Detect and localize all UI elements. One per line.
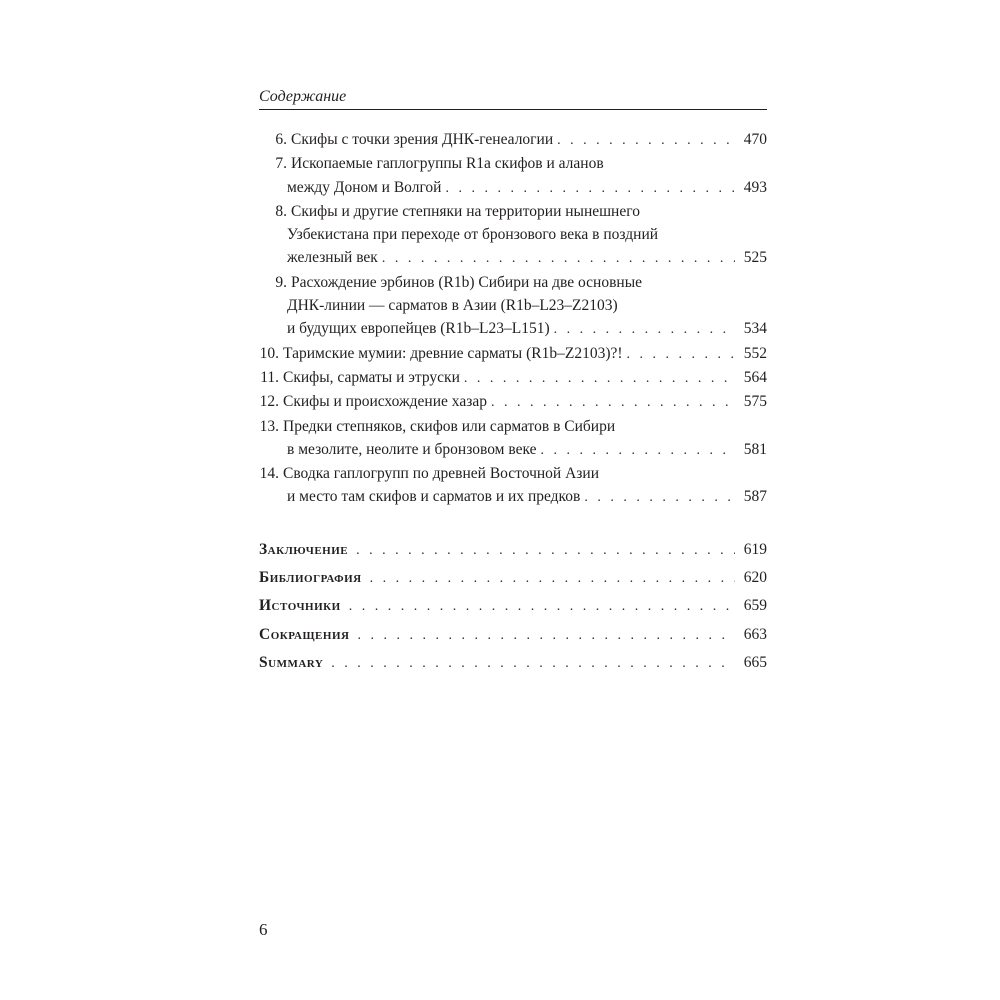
toc-section-page: 663 xyxy=(743,625,767,643)
toc-entry-12[interactable] xyxy=(259,390,767,414)
leader-dots xyxy=(540,439,735,462)
toc-entry-title-continued: и будущих европейцев (R1b–L23–L151) xyxy=(287,320,550,338)
toc-entry-title: Скифы, сарматы и этруски xyxy=(283,368,460,386)
toc-entry-title-continued: между Доном и Волгой xyxy=(287,178,442,196)
toc-entry-title: Скифы с точки зрения ДНК-генеалогии xyxy=(291,131,554,148)
leader-dots xyxy=(331,650,735,677)
toc-section-title: Источники xyxy=(259,597,341,615)
toc-entry-title: Ископаемые гаплогруппы R1a скифов и аланов xyxy=(291,155,604,173)
toc-entry-title-continued: железный век xyxy=(287,249,378,267)
leader-dots xyxy=(357,622,735,649)
toc-entry-11[interactable] xyxy=(259,366,767,390)
toc-section-abbreviations[interactable] xyxy=(259,621,767,649)
toc-entry-title: Скифы и происхождение хазар xyxy=(283,393,487,411)
toc-entry-title: Таримские мумии: древние сарматы (R1b–Z2103)?! xyxy=(283,344,623,362)
toc-entry-number: 6. xyxy=(275,131,287,148)
leader-dots xyxy=(557,129,735,152)
toc-entry-6[interactable] xyxy=(259,128,767,152)
toc-entry-title-continued: Узбекистана при переходе от бронзового века в поздний xyxy=(287,226,659,244)
toc-entry-title-continued: в мезолите, неолите и бронзовом веке xyxy=(287,440,537,458)
table-of-contents xyxy=(259,128,767,677)
toc-entry-number: 11. xyxy=(260,368,279,386)
leader-dots xyxy=(382,247,735,270)
toc-entry-title: Расхождение эрбинов (R1b) Сибири на две основные xyxy=(291,273,642,291)
toc-section-title: Summary xyxy=(259,653,324,671)
toc-entry-number: 10. xyxy=(259,344,279,362)
toc-section-page: 620 xyxy=(743,569,767,587)
toc-section-title: Заключение xyxy=(259,540,349,558)
leader-dots xyxy=(356,537,735,564)
toc-entry-title: Предки степняков, скифов или сарматов в Сибири xyxy=(283,417,616,435)
leader-dots xyxy=(554,318,735,341)
toc-entry-page: 575 xyxy=(743,393,767,411)
toc-entry-page: 587 xyxy=(743,488,767,506)
toc-entry-number: 12. xyxy=(259,393,279,411)
toc-section-page: 619 xyxy=(743,540,767,558)
toc-entry-page: 552 xyxy=(743,344,767,362)
toc-entry-9[interactable] xyxy=(259,271,767,342)
toc-entry-title: Скифы и другие степняки на территории нынешнего xyxy=(291,202,640,220)
toc-entry-10[interactable] xyxy=(259,342,767,366)
toc-entry-title: Сводка гаплогрупп по древней Восточной Азии xyxy=(283,465,600,483)
toc-entry-title-continued: ДНК-линии — сарматов в Азии (R1b–L23–Z2103) xyxy=(287,297,618,315)
toc-section-title: Библиография xyxy=(259,569,362,587)
toc-entry-number: 7. xyxy=(275,155,287,173)
toc-entry-number: 13. xyxy=(259,417,279,435)
header-rule xyxy=(259,109,767,110)
leader-dots xyxy=(584,486,735,509)
toc-section-page: 665 xyxy=(743,653,767,671)
toc-section-summary[interactable] xyxy=(259,649,767,677)
leader-dots xyxy=(491,391,735,414)
toc-entry-number: 8. xyxy=(275,202,287,220)
leader-dots xyxy=(370,565,735,592)
page-number: 6 xyxy=(259,920,268,939)
toc-entry-page: 470 xyxy=(743,131,767,148)
leader-dots xyxy=(464,367,735,390)
toc-entry-7[interactable] xyxy=(259,152,767,200)
toc-entry-page: 493 xyxy=(743,178,767,196)
leader-dots xyxy=(445,177,735,200)
toc-entry-8[interactable] xyxy=(259,200,767,271)
toc-section-bibliography[interactable] xyxy=(259,564,767,592)
toc-entry-page: 581 xyxy=(743,440,767,458)
toc-entry-13[interactable] xyxy=(259,415,767,463)
toc-entry-page: 564 xyxy=(743,368,767,386)
toc-entry-number: 9. xyxy=(275,273,287,291)
toc-entry-14[interactable] xyxy=(259,462,767,510)
toc-section-page: 659 xyxy=(743,597,767,615)
toc-section-title: Сокращения xyxy=(259,625,350,643)
toc-entry-title-continued: и место там скифов и сарматов и их предков xyxy=(287,488,581,506)
section-spacer xyxy=(259,510,767,536)
toc-section-conclusion[interactable] xyxy=(259,536,767,564)
toc-entry-number: 14. xyxy=(259,465,279,483)
toc-entry-page: 534 xyxy=(743,320,767,338)
toc-section-sources[interactable] xyxy=(259,592,767,620)
leader-dots xyxy=(349,593,735,620)
toc-entry-page: 525 xyxy=(743,249,767,267)
leader-dots xyxy=(627,343,735,366)
running-head: Содержание xyxy=(259,88,347,105)
